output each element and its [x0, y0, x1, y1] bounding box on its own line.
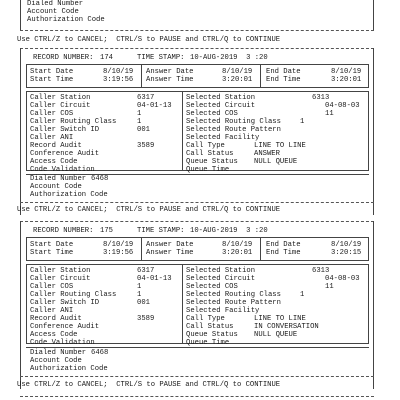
call-type-label: Call Type — [186, 142, 225, 150]
record-outer-left-border — [20, 48, 21, 215]
call-status-value: IN CONVERSATION — [254, 323, 319, 331]
end-time-value: 3:20:15 — [331, 249, 362, 257]
start-date-value: 8/10/19 — [103, 68, 134, 76]
record-outer-right-border — [373, 48, 374, 215]
code-validation-label: Code Validation — [30, 339, 95, 347]
record-number-value: 175 — [100, 227, 113, 235]
call-type-value: LINE TO LINE — [254, 315, 306, 323]
start-time-label: Start Time — [30, 249, 74, 257]
selected-station-label: Selected Station — [186, 94, 256, 102]
timing-separator-1 — [141, 65, 142, 87]
dialed-number-value: 6468 — [91, 175, 109, 183]
account-code-label: Account Code — [30, 183, 82, 191]
caller-ani-label: Caller ANI — [30, 307, 74, 315]
caller-station-value: 6317 — [137, 94, 155, 102]
prompt-line-3: Use CTRL/Z to CANCEL; CTRL/S to PAUSE and CTRL/Q to CONTINUE — [17, 381, 281, 389]
caller-circuit-label: Caller Circuit — [30, 275, 91, 283]
access-code-label: Access Code — [30, 158, 78, 166]
caller-routing-class-label: Caller Routing Class — [30, 118, 117, 126]
caller-routing-class-value: 1 — [137, 118, 142, 126]
dialed-number-label: Dialed Number — [30, 175, 87, 183]
details-separator — [182, 265, 183, 343]
selected-circuit-label: Selected Circuit — [186, 102, 256, 110]
call-type-value: LINE TO LINE — [254, 142, 306, 150]
code-validation-label: Code Validation — [30, 166, 95, 174]
top-authorization-code-label: Authorization Code — [27, 16, 105, 24]
queue-time-label: Queue Time — [186, 166, 230, 174]
selected-circuit-label: Selected Circuit — [186, 275, 256, 283]
selected-station-value: 6313 — [312, 267, 330, 275]
queue-time-label: Queue Time — [186, 339, 230, 347]
timing-separator-2 — [260, 238, 261, 260]
start-date-label: Start Date — [30, 241, 74, 249]
selected-routing-class-value: 1 — [300, 291, 305, 299]
top-account-code-label: Account Code — [27, 8, 79, 16]
timing-separator-1 — [141, 238, 142, 260]
caller-cos-label: Caller COS — [30, 283, 74, 291]
answer-date-value: 8/10/19 — [222, 68, 253, 76]
call-status-label: Call Status — [186, 323, 234, 331]
timing-box — [26, 237, 369, 261]
selected-cos-label: Selected COS — [186, 110, 238, 118]
selected-routing-class-value: 1 — [300, 118, 305, 126]
authorization-code-label: Authorization Code — [30, 365, 108, 373]
start-time-value: 3:19:56 — [103, 76, 134, 84]
record-outer-right-border — [373, 221, 374, 389]
record-outer-left-border — [20, 221, 21, 389]
conference-audit-label: Conference Audit — [30, 323, 100, 331]
top-partial-left-border — [20, 0, 21, 31]
queue-status-label: Queue Status — [186, 158, 238, 166]
caller-cos-label: Caller COS — [30, 110, 74, 118]
record-outer-bottom-border — [20, 202, 374, 203]
selected-cos-value: 11 — [325, 110, 334, 118]
timing-box — [26, 64, 369, 88]
prompt-line-1: Use CTRL/Z to CANCEL; CTRL/S to PAUSE and CTRL/Q to CONTINUE — [17, 36, 281, 44]
answer-date-label: Answer Date — [146, 68, 194, 76]
record-audit-value: 3589 — [137, 315, 155, 323]
answer-date-value: 8/10/19 — [222, 241, 253, 249]
selected-routing-class-label: Selected Routing Class — [186, 118, 281, 126]
selected-route-pattern-label: Selected Route Pattern — [186, 299, 281, 307]
top-partial-bottom-border — [20, 30, 374, 31]
record-174-top-dash — [20, 48, 374, 49]
record-audit-value: 3589 — [137, 142, 155, 150]
answer-time-label: Answer Time — [146, 76, 194, 84]
start-date-value: 8/10/19 — [103, 241, 134, 249]
call-status-value: ANSWER — [254, 150, 280, 158]
caller-routing-class-label: Caller Routing Class — [30, 291, 117, 299]
queue-status-label: Queue Status — [186, 331, 238, 339]
top-partial-right-border — [373, 0, 374, 31]
access-code-label: Access Code — [30, 331, 78, 339]
time-stamp-value: 10-AUG-2019 3 :20 — [190, 54, 268, 62]
record-audit-label: Record Audit — [30, 142, 82, 150]
caller-cos-value: 1 — [137, 283, 142, 291]
start-time-label: Start Time — [30, 76, 74, 84]
selected-facility-label: Selected Facility — [186, 307, 260, 315]
conference-audit-label: Conference Audit — [30, 150, 100, 158]
dialed-section-top-border — [26, 347, 369, 348]
caller-circuit-value: 04-01-13 — [137, 102, 172, 110]
selected-route-pattern-label: Selected Route Pattern — [186, 126, 281, 134]
answer-time-value: 3:20:01 — [222, 76, 253, 84]
selected-circuit-value: 04-08-03 — [325, 102, 360, 110]
caller-station-label: Caller Station — [30, 267, 91, 275]
end-time-label: End Time — [266, 76, 301, 84]
start-date-label: Start Date — [30, 68, 74, 76]
caller-switch-id-value: 001 — [137, 126, 150, 134]
record-outer-bottom-border — [20, 376, 374, 377]
call-status-label: Call Status — [186, 150, 234, 158]
record-audit-label: Record Audit — [30, 315, 82, 323]
end-date-label: End Date — [266, 68, 301, 76]
time-stamp-value: 10-AUG-2019 3 :20 — [190, 227, 268, 235]
details-separator — [182, 92, 183, 170]
selected-station-label: Selected Station — [186, 267, 256, 275]
answer-time-label: Answer Time — [146, 249, 194, 257]
selected-routing-class-label: Selected Routing Class — [186, 291, 281, 299]
time-stamp-label: TIME STAMP: — [137, 227, 185, 235]
caller-switch-id-label: Caller Switch ID — [30, 126, 100, 134]
time-stamp-label: TIME STAMP: — [137, 54, 185, 62]
answer-date-label: Answer Date — [146, 241, 194, 249]
next-record-top-dash — [20, 396, 374, 397]
end-date-value: 8/10/19 — [331, 241, 362, 249]
record-number-value: 174 — [100, 54, 113, 62]
caller-circuit-label: Caller Circuit — [30, 102, 91, 110]
dialed-number-value: 6468 — [91, 349, 109, 357]
selected-circuit-value: 04-08-03 — [325, 275, 360, 283]
end-date-value: 8/10/19 — [331, 68, 362, 76]
end-time-label: End Time — [266, 249, 301, 257]
record-175-top-dash — [20, 221, 374, 222]
timing-separator-2 — [260, 65, 261, 87]
caller-switch-id-label: Caller Switch ID — [30, 299, 100, 307]
prompt-line-2: Use CTRL/Z to CANCEL; CTRL/S to PAUSE and CTRL/Q to CONTINUE — [17, 206, 281, 214]
selected-cos-value: 11 — [325, 283, 334, 291]
caller-cos-value: 1 — [137, 110, 142, 118]
selected-facility-label: Selected Facility — [186, 134, 260, 142]
caller-routing-class-value: 1 — [137, 291, 142, 299]
record-number-label: RECORD NUMBER: — [33, 54, 94, 62]
account-code-label: Account Code — [30, 357, 82, 365]
caller-switch-id-value: 001 — [137, 299, 150, 307]
authorization-code-label: Authorization Code — [30, 191, 108, 199]
dialed-number-label: Dialed Number — [30, 349, 87, 357]
caller-station-label: Caller Station — [30, 94, 91, 102]
selected-station-value: 6313 — [312, 94, 330, 102]
end-time-value: 3:20:01 — [331, 76, 362, 84]
queue-status-value: NULL QUEUE — [254, 158, 298, 166]
top-dialed-number-label: Dialed Number — [27, 0, 84, 8]
caller-ani-label: Caller ANI — [30, 134, 74, 142]
record-number-label: RECORD NUMBER: — [33, 227, 94, 235]
selected-cos-label: Selected COS — [186, 283, 238, 291]
caller-station-value: 6317 — [137, 267, 155, 275]
call-type-label: Call Type — [186, 315, 225, 323]
answer-time-value: 3:20:01 — [222, 249, 253, 257]
caller-circuit-value: 04-01-13 — [137, 275, 172, 283]
start-time-value: 3:19:56 — [103, 249, 134, 257]
end-date-label: End Date — [266, 241, 301, 249]
queue-status-value: NULL QUEUE — [254, 331, 298, 339]
